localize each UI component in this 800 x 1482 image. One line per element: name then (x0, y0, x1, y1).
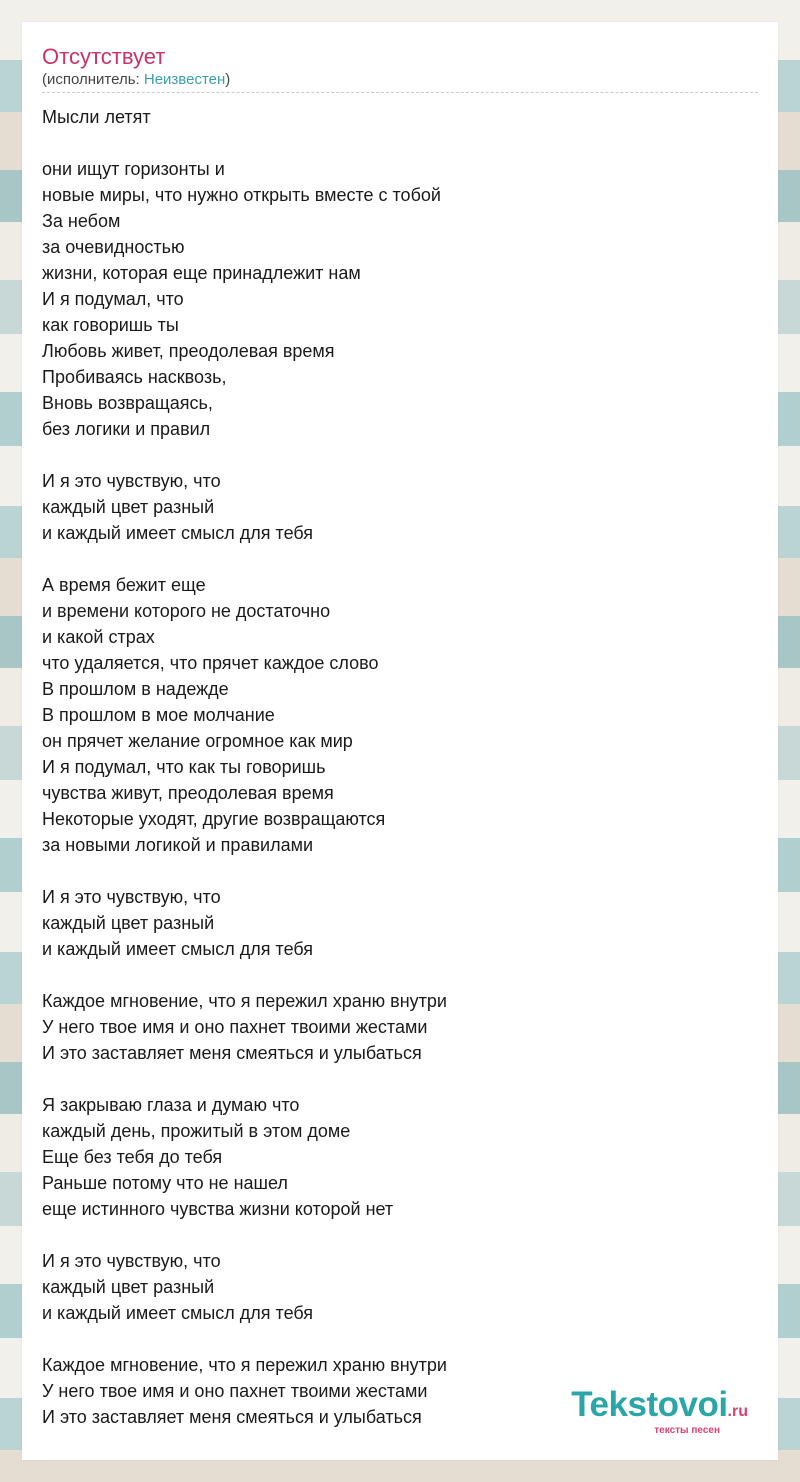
lyric-line: они ищут горизонты и (42, 159, 225, 179)
lyric-line: Мысли летят (42, 107, 151, 127)
lyric-line: И я это чувствую, что (42, 471, 221, 491)
lyric-line: и каждый имеет смысл для тебя (42, 523, 314, 543)
lyric-blank-line (42, 442, 758, 468)
lyric-line: как говоришь ты (42, 315, 179, 335)
lyric-line: каждый день, прожитый в этом доме (42, 1121, 351, 1141)
lyrics-text (42, 104, 758, 1430)
lyric-line: А время бежит еще (42, 575, 206, 595)
lyric-line: еще истинного чувства жизни которой нет (42, 1199, 394, 1219)
lyric-line: жизни, которая еще принадлежит нам (42, 263, 361, 283)
lyric-line: каждый цвет разный (42, 913, 215, 933)
lyric-line: И это заставляет меня смеяться и улыбаться (42, 1407, 422, 1427)
lyric-line: И я это чувствую, что (42, 887, 221, 907)
lyric-line: Пробиваясь насквозь, (42, 367, 227, 387)
lyrics-card (22, 22, 778, 1460)
lyric-line: И я это чувствую, что (42, 1251, 221, 1271)
song-header (42, 44, 758, 93)
lyric-line: он прячет желание огромное как мир (42, 731, 353, 751)
lyric-line: В прошлом в надежде (42, 679, 229, 699)
site-logo[interactable] (571, 1387, 748, 1436)
logo-tagline: тексты песен (654, 1425, 720, 1436)
logo-tld: .ru (727, 1403, 748, 1420)
lyric-line: без логики и правил (42, 419, 211, 439)
lyric-line: за новыми логикой и правилами (42, 835, 314, 855)
song-title: Отсутствует (42, 44, 166, 69)
lyric-line: У него твое имя и оно пахнет твоими жестами (42, 1381, 428, 1401)
lyric-line: чувства живут, преодолевая время (42, 783, 334, 803)
logo-wordmark (571, 1387, 748, 1430)
lyric-line: что удаляется, что прячет каждое слово (42, 653, 379, 673)
lyric-line: Любовь живет, преодолевая время (42, 341, 335, 361)
lyric-line: В прошлом в мое молчание (42, 705, 275, 725)
lyric-line: каждый цвет разный (42, 1277, 215, 1297)
lyric-line: И это заставляет меня смеяться и улыбаться (42, 1043, 422, 1063)
lyric-line: Я закрываю глаза и думаю что (42, 1095, 300, 1115)
artist-link[interactable]: Неизвестен (143, 71, 226, 88)
lyric-line: Еще без тебя до тебя (42, 1147, 223, 1167)
lyric-blank-line (42, 546, 758, 572)
lyric-line: Каждое мгновение, что я пережил храню внутри (42, 991, 447, 1011)
lyric-line: и времени которого не достаточно (42, 601, 331, 621)
lyric-blank-line (42, 1066, 758, 1092)
lyric-line: Каждое мгновение, что я пережил храню внутри (42, 1355, 447, 1375)
logo-main-text: Tekstovoi (571, 1385, 728, 1424)
lyric-line: и каждый имеет смысл для тебя (42, 939, 314, 959)
lyric-blank-line (42, 1326, 758, 1352)
lyric-line: за очевидностью (42, 237, 185, 257)
lyric-blank-line (42, 1222, 758, 1248)
lyric-line: У него твое имя и оно пахнет твоими жестами (42, 1017, 428, 1037)
artist-prefix: (исполнитель: (42, 71, 144, 88)
lyric-line: За небом (42, 211, 121, 231)
lyric-line: Вновь возвращаясь, (42, 393, 213, 413)
lyric-line: и каждый имеет смысл для тебя (42, 1303, 314, 1323)
lyric-line: И я подумал, что (42, 289, 184, 309)
lyric-line: новые миры, что нужно открыть вместе с тобой (42, 185, 441, 205)
lyric-line: И я подумал, что как ты говоришь (42, 757, 326, 777)
lyric-blank-line (42, 858, 758, 884)
lyric-line: каждый цвет разный (42, 497, 215, 517)
lyric-line: Раньше потому что не нашел (42, 1173, 288, 1193)
lyric-blank-line (42, 130, 758, 156)
lyric-line: и какой страх (42, 627, 155, 647)
lyric-line: Некоторые уходят, другие возвращаются (42, 809, 386, 829)
lyric-blank-line (42, 962, 758, 988)
artist-suffix: ) (225, 71, 231, 88)
artist-line (42, 70, 758, 90)
